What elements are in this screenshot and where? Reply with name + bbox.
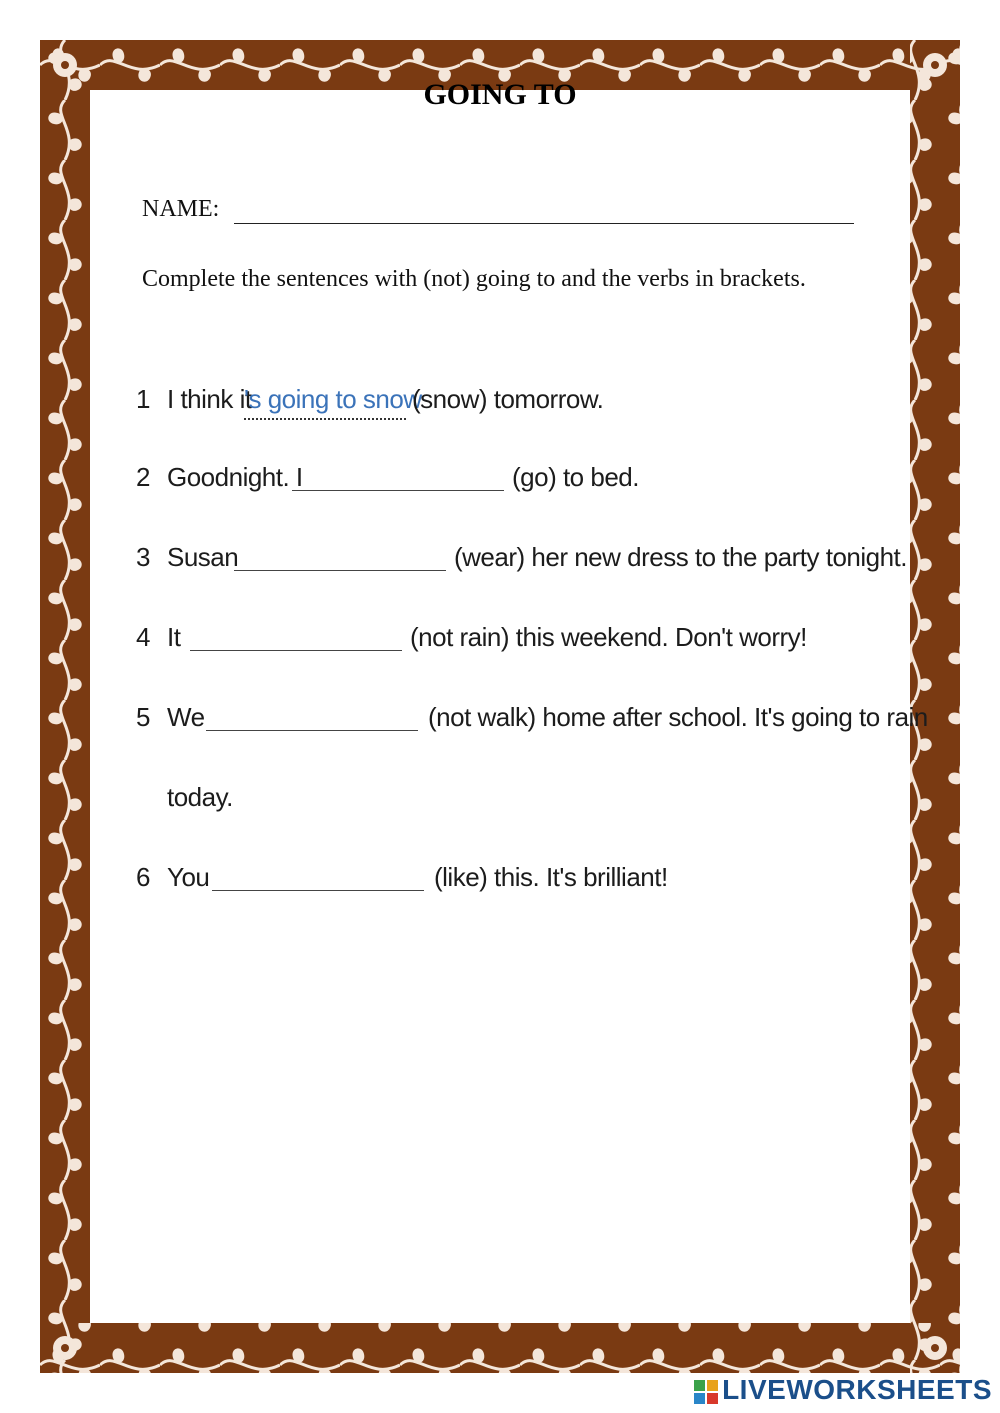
question-6 — [136, 862, 668, 902]
question-number: 4 — [136, 622, 150, 652]
question-number: 3 — [136, 542, 150, 572]
question-text-before: Goodnight. I — [167, 462, 303, 492]
question-text-after: (snow) tomorrow. — [412, 384, 604, 414]
liveworksheets-brand — [722, 1374, 992, 1410]
question-text-before: You — [167, 862, 210, 892]
question-number: 2 — [136, 462, 150, 492]
question-text-after: (like) this. It's brilliant! — [434, 862, 668, 892]
brand-text: LIVEWORKSHEETS — [722, 1374, 992, 1405]
question-text-before: I think it — [167, 384, 252, 414]
worksheet-title: GOING TO — [423, 78, 577, 111]
question-text-before: It — [167, 622, 181, 652]
question-number: 1 — [136, 384, 150, 414]
question-text-after: (wear) her new dress to the party tonight. — [454, 542, 908, 572]
question-5-continuation — [167, 782, 267, 822]
question-text-after: (go) to bed. — [512, 462, 639, 492]
name-row — [142, 196, 854, 228]
question-number: 5 — [136, 702, 150, 732]
name-field[interactable] — [234, 223, 854, 224]
answer-field[interactable] — [234, 570, 446, 571]
question-text-after: (not rain) this weekend. Don't worry! — [410, 622, 807, 652]
question-5 — [136, 702, 928, 742]
answer-field[interactable] — [212, 890, 424, 891]
question-text-before: We — [167, 702, 205, 732]
name-label: NAME: — [142, 196, 220, 222]
question-4 — [136, 622, 807, 662]
answer-field[interactable] — [292, 490, 504, 491]
instructions: Complete the sentences with (not) going to and the verbs in brackets. — [142, 266, 806, 292]
question-2 — [136, 462, 639, 502]
answer-field[interactable] — [190, 650, 402, 651]
answer-underline — [244, 418, 406, 420]
question-text-after: (not walk) home after school. It's going to rain — [428, 702, 928, 732]
liveworksheets-logo-icon — [694, 1380, 718, 1404]
question-3 — [136, 542, 908, 582]
answer-field[interactable]: 's going to snow — [244, 384, 422, 414]
question-1 — [136, 384, 604, 424]
question-number: 6 — [136, 862, 150, 892]
answer-field[interactable] — [206, 730, 418, 731]
question-text-before: Susan — [167, 542, 239, 572]
question-text-continuation: today. — [167, 782, 233, 812]
